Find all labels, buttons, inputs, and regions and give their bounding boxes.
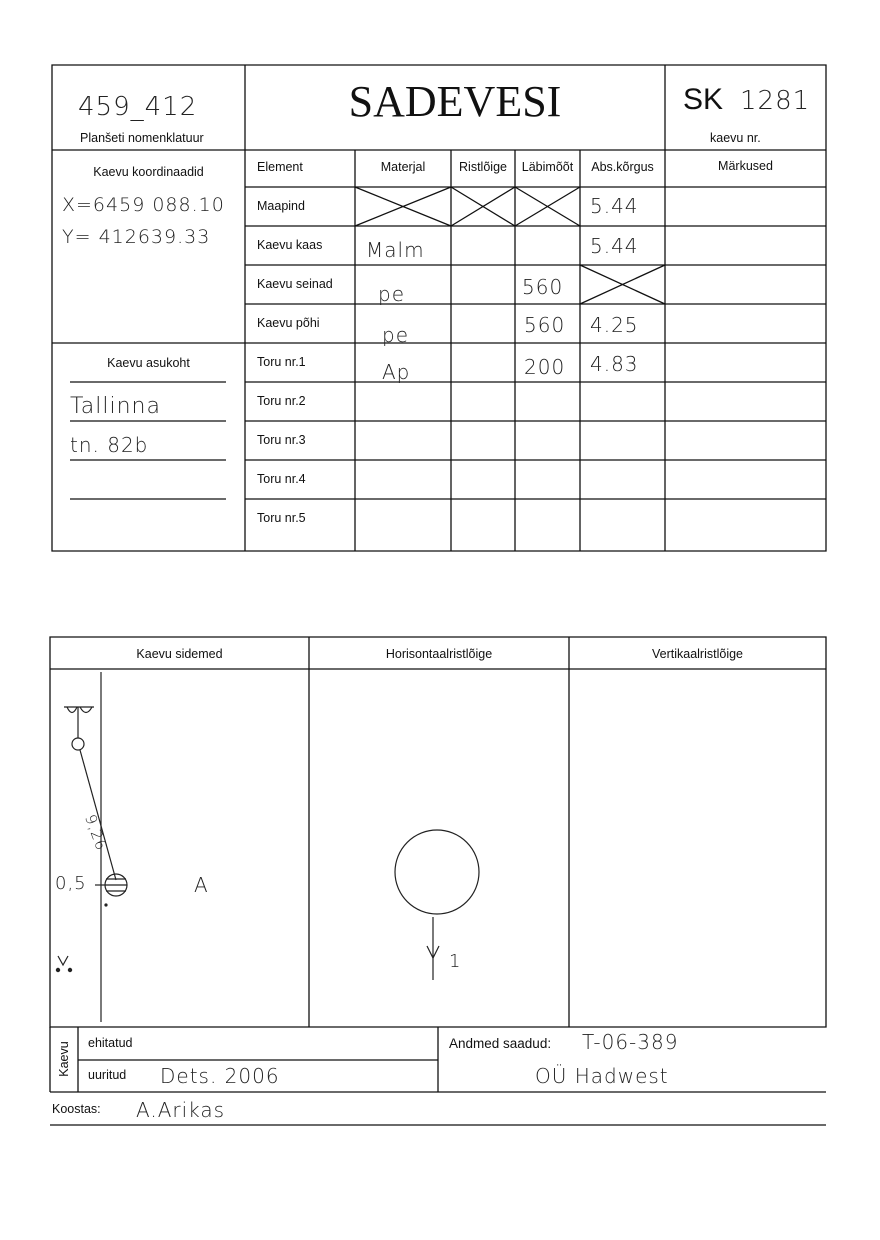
- sheet-nomenclature-label: Planšeti nomenklatuur: [80, 131, 204, 145]
- arrow-label: 1: [449, 951, 462, 972]
- compiled-label: Koostas:: [52, 1102, 101, 1116]
- well-prefix: SK: [683, 83, 724, 116]
- well-number-label: kaevu nr.: [710, 131, 761, 145]
- cell-kaevu-seinad-labimoot: 560: [522, 275, 564, 299]
- row-label-kaevu-seinad: Kaevu seinad: [257, 277, 333, 291]
- cell-toru-1-labimoot: 200: [524, 355, 566, 379]
- col-markused: Märkused: [718, 159, 773, 173]
- data-source-value: T-06-389: [582, 1030, 679, 1054]
- row-label-toru-3: Toru nr.3: [257, 433, 306, 447]
- row-label-kaevu-pohi: Kaevu põhi: [257, 316, 320, 330]
- distance-label: 9,26: [81, 812, 111, 854]
- built-label: ehitatud: [88, 1036, 133, 1050]
- row-label-kaevu-kaas: Kaevu kaas: [257, 238, 323, 252]
- location-number: tn. 82b: [70, 433, 149, 457]
- col-materjal: Materjal: [380, 160, 426, 174]
- location-label: Kaevu asukoht: [107, 356, 190, 370]
- row-label-toru-2: Toru nr.2: [257, 394, 306, 408]
- cell-kaevu-pohi-abs: 4.25: [590, 313, 639, 337]
- horizontal-section-sketch: [395, 830, 479, 980]
- location-street: Tallinna: [70, 394, 161, 419]
- company-name: OÜ Hadwest: [535, 1064, 669, 1088]
- well-links-header: Kaevu sidemed: [136, 647, 223, 661]
- surveyed-value: Dets. 2006: [160, 1064, 280, 1088]
- cell-kaevu-seinad-materjal: pe: [378, 282, 405, 306]
- row-label-toru-5: Toru nr.5: [257, 511, 306, 525]
- cell-toru-1-materjal: Ap: [382, 360, 411, 384]
- col-ristloige: Ristlõige: [459, 160, 507, 174]
- row-label-toru-4: Toru nr.4: [257, 472, 306, 486]
- col-abs-korgus: Abs.kõrgus: [591, 160, 654, 174]
- coordinate-x: X=6459 088.10: [62, 194, 225, 216]
- row-label-toru-1: Toru nr.1: [257, 355, 306, 369]
- cell-toru-1-abs: 4.83: [590, 352, 639, 376]
- well-number-value: 1281: [740, 86, 811, 116]
- cell-kaevu-pohi-labimoot: 560: [524, 313, 566, 337]
- data-source-label: Andmed saadud:: [449, 1036, 552, 1051]
- surveyed-label: uuritud: [88, 1068, 127, 1082]
- cell-kaevu-kaas-materjal: Malm: [366, 238, 425, 262]
- page-title: SADEVESI: [348, 77, 562, 126]
- offset-label: 0,5: [55, 873, 87, 894]
- cell-kaevu-kaas-abs: 5.44: [590, 234, 639, 258]
- row-label-maapind: Maapind: [257, 199, 305, 213]
- coordinate-y: Y= 412639.33: [62, 226, 211, 248]
- sheet-nomenclature-value: 459_412: [78, 92, 198, 122]
- label-a: A: [194, 873, 209, 897]
- cell-maapind-abs: 5.44: [590, 194, 639, 218]
- col-element: Element: [257, 160, 303, 174]
- cell-kaevu-pohi-materjal: pe: [382, 323, 409, 347]
- compiled-value: A.Arikas: [136, 1098, 226, 1122]
- footer-side-label: Kaevu: [57, 1041, 71, 1077]
- vertical-section-header: Vertikaalristlõige: [651, 647, 743, 661]
- coordinates-label: Kaevu koordinaadid: [93, 165, 204, 179]
- horizontal-section-header: Horisontaalristlõige: [385, 647, 493, 661]
- col-labimoot: Läbimõõt: [521, 160, 574, 174]
